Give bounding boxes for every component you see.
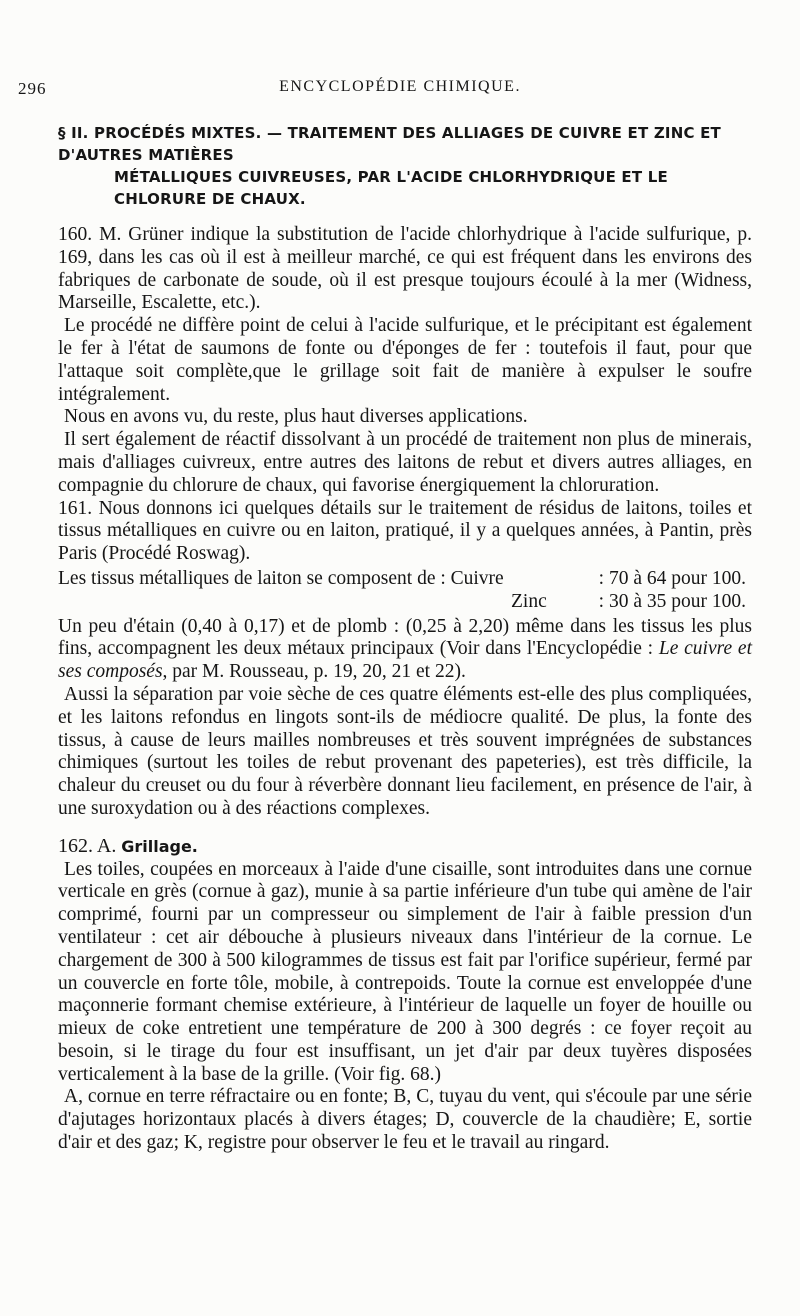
paragraph-160: 160. M. Grüner indique la substitution de l'acide chlorhydrique à l'acide sulfurique, p. 169, dans les cas où il est à meilleur marché, ce qui est fréquent dans les environs des fabriques de carbonate de soude, où il est presque toujours écoulé à la mer (Widness, Marseille, Escalette, etc.).: [58, 224, 752, 314]
paragraph-162: Les toiles, coupées en morceaux à l'aide d'une cisaille, sont introduites dans une cornue verticale en grès (cornue à gaz), munie à sa partie inférieure d'un tube qui amène de l'air comprimé, fourni par un compresseur ou simplement de l'air à faible pression d'un ventilateur : cet air débouche à plusieurs niveaux dans l'intérieur de la cornue. Le chargement de 300 à 500 kilogrammes de tissus est fait par l'orifice supérieur, fermé par un couvercle en forte tôle, mobile, à contrepoids. Toute la cornue est enveloppée d'une maçonnerie formant chemise extérieure, à l'intérieur de laquelle un foyer de houille ou mieux de coke entretient une température de 200 à 300 degrés : ce foyer reçoit au besoin, si le tirage du four est insuffisant, un jet d'air par deux tuyères disposées verticalement à la base de la grille. (Voir fig. 68.): [58, 858, 752, 1085]
section-heading: [58, 122, 752, 210]
paragraph-160-applications: Nous en avons vu, du reste, plus haut diverses applications.: [64, 406, 528, 428]
paragraph-161-etain-end: , par M. Rousseau, p. 19, 20, 21 et 22).: [162, 661, 466, 683]
page-number: 296: [18, 79, 47, 98]
composition-table: [58, 568, 752, 614]
paragraph-161-etain: [58, 616, 752, 684]
section-heading-line2: MÉTALLIQUES CUIVREUSES, PAR L'ACIDE CHLORHYDRIQUE ET LE CHLORURE DE CHAUX.: [114, 168, 668, 208]
paragraph-160-procede: Le procédé ne diffère point de celui à l'acide sulfurique, et le précipitant est également le fer à l'état de saumons de fonte ou d'éponges de fer : toutefois il faut, pour que l'attaque soit complète,que le grillage soit fait de manière à expulser le soufre intégralement.: [58, 315, 752, 405]
subsection-162-title: Grillage.: [121, 836, 198, 856]
composition-zinc-label: Zinc: [511, 590, 547, 612]
subsection-162-number: 162. A.: [58, 834, 117, 857]
encyclopedia-reference: Le cuivre et ses composés: [58, 638, 752, 683]
composition-cuivre-value: : 70 à 64 pour 100.: [598, 567, 746, 589]
paragraph-161-separation: Aussi la séparation par voie sèche de ces quatre éléments est-elle des plus compliquées, et les laitons refondus en lingots sont-ils de médiocre qualité. De plus, la fonte des tissus, à cause de leurs mailles nombreuses et très souvent imprégnées de substances chimiques (surtout les toiles de rebut provenant des papeteries), est très difficile, la chaleur du creuset ou du four à réverbère donnant lieu facilement, en présence de l'air, à une suroxydation ou à des réactions complexes.: [58, 683, 752, 819]
subsection-162-heading: [58, 835, 752, 859]
composition-lead: Les tissus métalliques de laiton se composent de : Cuivre: [58, 567, 504, 589]
paragraph-161-etain-text: Un peu d'étain (0,40 à 0,17) et de plomb : (0,25 à 2,20) même dans les tissus les plus fins, accompagnent les deux métaux principaux (Voir dans l'Encyclopédie :: [58, 615, 752, 660]
paragraph-160-reactif: Il sert également de réactif dissolvant à un procédé de traitement non plus de minerais, mais d'alliages cuivreux, entre autres des laitons de rebut et divers autres alliages, en compagnie du chlorure de chaux, qui favorise énergiquement la chloruration.: [58, 429, 752, 496]
composition-zinc-value: : 30 à 35 pour 100.: [598, 590, 746, 612]
paragraph-161: 161. Nous donnons ici quelques détails sur le traitement de résidus de laitons, toiles et tissus métalliques en cuivre ou en laiton, pratiqué, il y a quelques années, à Pantin, près Paris (Procédé Roswag).: [58, 497, 752, 565]
paragraph-162-legend: A, cornue en terre réfractaire ou en fonte; B, C, tuyau du vent, qui s'écoule par une série d'ajutages horizontaux placés à divers étages; D, couvercle de la chaudière; E, sortie d'air et des gaz; K, registre pour observer le feu et le travail au ringard.: [58, 1086, 752, 1154]
section-heading-line1: § II. PROCÉDÉS MIXTES. — TRAITEMENT DES ALLIAGES DE CUIVRE ET ZINC ET D'AUTRES MATIÈRES: [58, 124, 721, 164]
running-title: ENCYCLOPÉDIE CHIMIQUE.: [279, 78, 521, 95]
